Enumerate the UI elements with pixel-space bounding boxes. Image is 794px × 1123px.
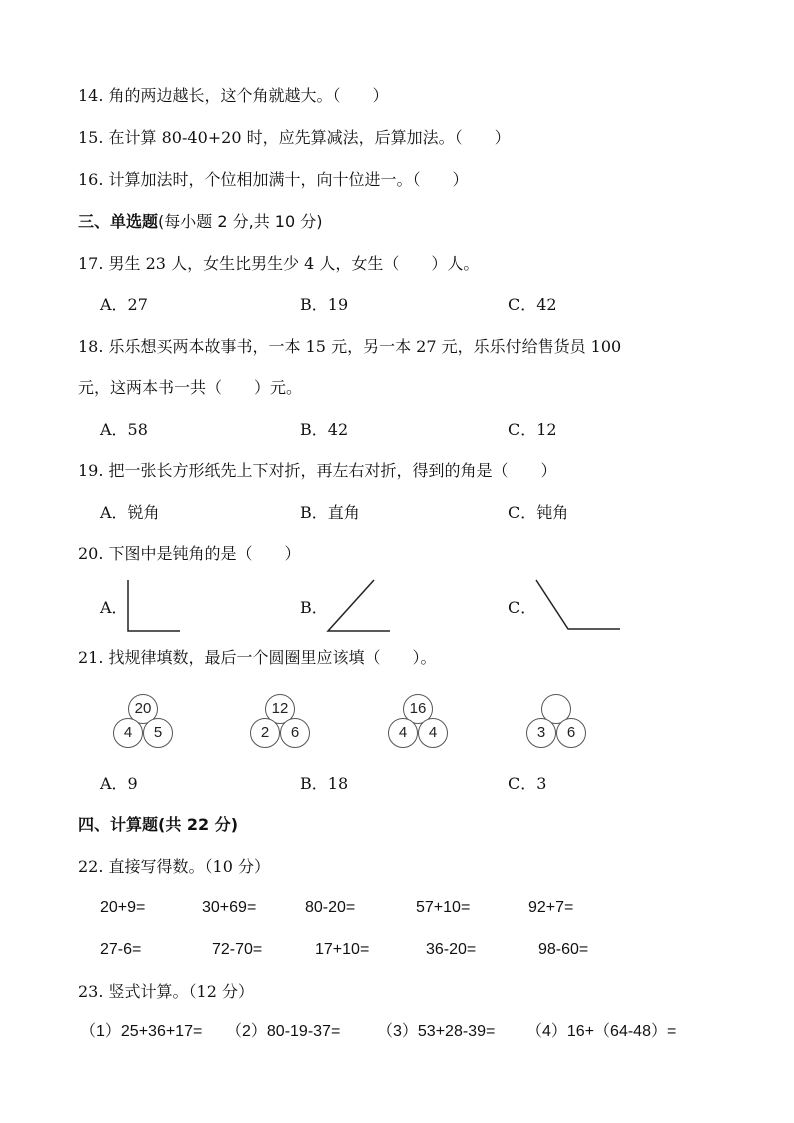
circle-right: 5 (143, 718, 173, 748)
q19-option-c: C．钝角 (508, 503, 569, 522)
q18-option-a: A．58 (100, 420, 148, 439)
calc-item: 57+10= (416, 899, 471, 916)
q20-option-b: B． (300, 598, 328, 617)
q20-option-a: A． (100, 598, 128, 617)
calc-item: 36-20= (426, 941, 477, 958)
section-3-note: (每小题 2 分,共 10 分) (158, 212, 323, 231)
calc-item: 92+7= (528, 899, 574, 916)
circle-group-3 (387, 694, 467, 758)
question-19: 19. 把一张长方形纸先上下对折，再左右对折，得到的角是（ ） (78, 461, 557, 480)
circle-group-4 (525, 694, 605, 758)
q18-option-c: C．12 (508, 420, 557, 439)
question-22: 22. 直接写得数。（10 分） (78, 857, 270, 876)
q21-option-c: C．3 (508, 774, 547, 793)
calc-item: 80-20= (305, 899, 356, 916)
circle-left: 4 (388, 718, 418, 748)
q18-option-b: B．42 (300, 420, 349, 439)
circle-left: 2 (250, 718, 280, 748)
calc-item: 27-6= (100, 941, 142, 958)
right-angle-figure (126, 578, 186, 634)
circle-right: 6 (556, 718, 586, 748)
q19-option-a: A．锐角 (100, 503, 160, 522)
calc-item: 98-60= (538, 941, 589, 958)
calc-item: 20+9= (100, 899, 146, 916)
circle-top: 20 (128, 694, 158, 724)
calc-item: 30+69= (202, 899, 257, 916)
q19-option-b: B．直角 (300, 503, 360, 522)
circle-right: 6 (280, 718, 310, 748)
circle-top: 16 (403, 694, 433, 724)
circle-left: 3 (526, 718, 556, 748)
question-20: 20. 下图中是钝角的是（ ） (78, 544, 301, 563)
question-18-line2: 元，这两本书一共（ ）元。 (78, 378, 303, 397)
question-16: 16. 计算加法时，个位相加满十，向十位进一。（ ） (78, 170, 469, 189)
q20-option-c: C． (508, 598, 537, 617)
calc-item: 17+10= (315, 941, 370, 958)
circle-left: 4 (113, 718, 143, 748)
question-14: 14. 角的两边越长，这个角就越大。（ ） (78, 86, 389, 105)
circle-right: 4 (418, 718, 448, 748)
q21-option-a: A．9 (100, 774, 138, 793)
q17-option-b: B．19 (300, 295, 349, 314)
q17-option-c: C．42 (508, 295, 557, 314)
q17-option-a: A．27 (100, 295, 148, 314)
circle-group-2 (249, 694, 329, 758)
section-4-heading: 四、计算题(共 22 分) (78, 815, 239, 834)
vertical-calc-1: （1）25+36+17= (80, 1023, 203, 1040)
question-21: 21. 找规律填数，最后一个圆圈里应该填（ ）。 (78, 648, 437, 667)
question-23: 23. 竖式计算。（12 分） (78, 982, 254, 1001)
vertical-calc-3: （3）53+28-39= (377, 1023, 496, 1040)
question-15: 15. 在计算 80-40+20 时，应先算减法，后算加法。（ ） (78, 128, 511, 147)
vertical-calc-4: （4）16+（64-48）= (526, 1023, 677, 1040)
q21-option-b: B．18 (300, 774, 349, 793)
section-3-heading (78, 212, 322, 232)
obtuse-angle-figure (532, 578, 624, 634)
circle-group-1 (112, 694, 192, 758)
acute-angle-figure (326, 578, 394, 634)
vertical-calc-2: （2）80-19-37= (226, 1023, 341, 1040)
section-3-title: 三、单选题 (78, 212, 159, 231)
circle-top: 12 (265, 694, 295, 724)
calc-item: 72-70= (212, 941, 263, 958)
question-17: 17. 男生 23 人，女生比男生少 4 人，女生（ ）人。 (78, 254, 480, 273)
question-18-line1: 18. 乐乐想买两本故事书，一本 15 元，另一本 27 元，乐乐付给售货员 100 (78, 337, 622, 356)
